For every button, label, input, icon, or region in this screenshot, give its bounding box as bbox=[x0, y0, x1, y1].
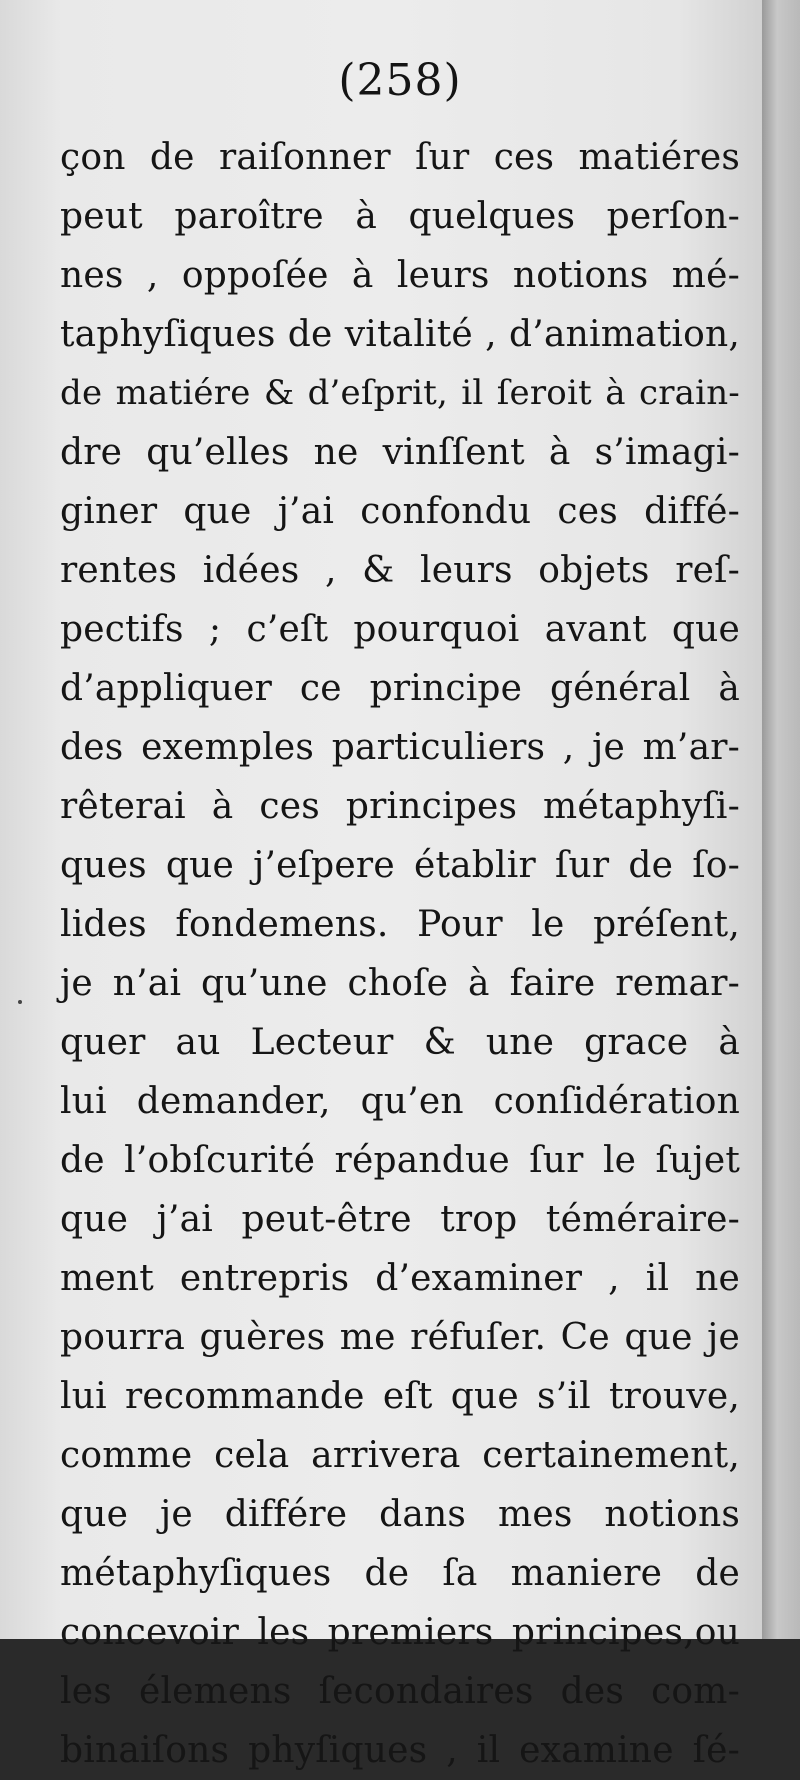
text-line: métaphyſiques de ſa maniere de bbox=[60, 1553, 740, 1594]
text-line: lui demander, qu’en conſidération bbox=[60, 1081, 740, 1122]
ink-speck bbox=[18, 1000, 22, 1004]
text-line: pourra guères me réfuſer. Ce que je bbox=[60, 1317, 740, 1358]
text-line: taphyſiques de vitalité , d’animation, bbox=[60, 314, 740, 355]
text-line: giner que j’ai confondu ces diffé- bbox=[60, 491, 740, 532]
text-line: de matiére & d’eſprit, il ſeroit à crain- bbox=[60, 373, 740, 413]
text-line: ment entrepris d’examiner , il ne bbox=[60, 1258, 740, 1299]
text-line: les élemens ſecondaires des com- bbox=[60, 1671, 740, 1712]
text-line: çon de raiſonner ſur ces matiéres bbox=[60, 137, 740, 178]
text-line: que je différe dans mes notions bbox=[60, 1494, 740, 1535]
text-line: comme cela arrivera certainement, bbox=[60, 1435, 740, 1476]
text-line: pectifs ; c’eſt pourquoi avant que bbox=[60, 609, 740, 650]
text-line: concevoir les premiers principes,ou bbox=[60, 1612, 740, 1653]
text-line: rentes idées , & leurs objets reſ- bbox=[60, 550, 740, 591]
text-line: binaiſons phyſiques , il examine ſé- bbox=[60, 1730, 740, 1771]
text-line: peut paroître à quelques perſon- bbox=[60, 196, 740, 237]
text-line: quer au Lecteur & une grace à bbox=[60, 1022, 740, 1063]
text-line: que j’ai peut-être trop téméraire- bbox=[60, 1199, 740, 1240]
text-line: lides fondemens. Pour le préſent, bbox=[60, 904, 740, 945]
text-line: nes , oppoſée à leurs notions mé- bbox=[60, 255, 740, 296]
text-line: rêterai à ces principes métaphyſi- bbox=[60, 786, 740, 827]
text-line: ques que j’eſpere établir ſur de ſo- bbox=[60, 845, 740, 886]
text-line: je n’ai qu’une choſe à faire remar- bbox=[60, 963, 740, 1004]
text-line: des exemples particuliers , je m’ar- bbox=[60, 727, 740, 768]
body-text bbox=[60, 128, 740, 1780]
text-line: de l’obſcurité répandue ſur le ſujet bbox=[60, 1140, 740, 1181]
page-number: (258) bbox=[338, 55, 462, 106]
text-line: d’appliquer ce principe général à bbox=[60, 668, 740, 709]
text-line: lui recommande eſt que s’il trouve, bbox=[60, 1376, 740, 1417]
page-edge bbox=[762, 0, 800, 1639]
text-line: dre qu’elles ne vinſſent à s’imagi- bbox=[60, 432, 740, 473]
